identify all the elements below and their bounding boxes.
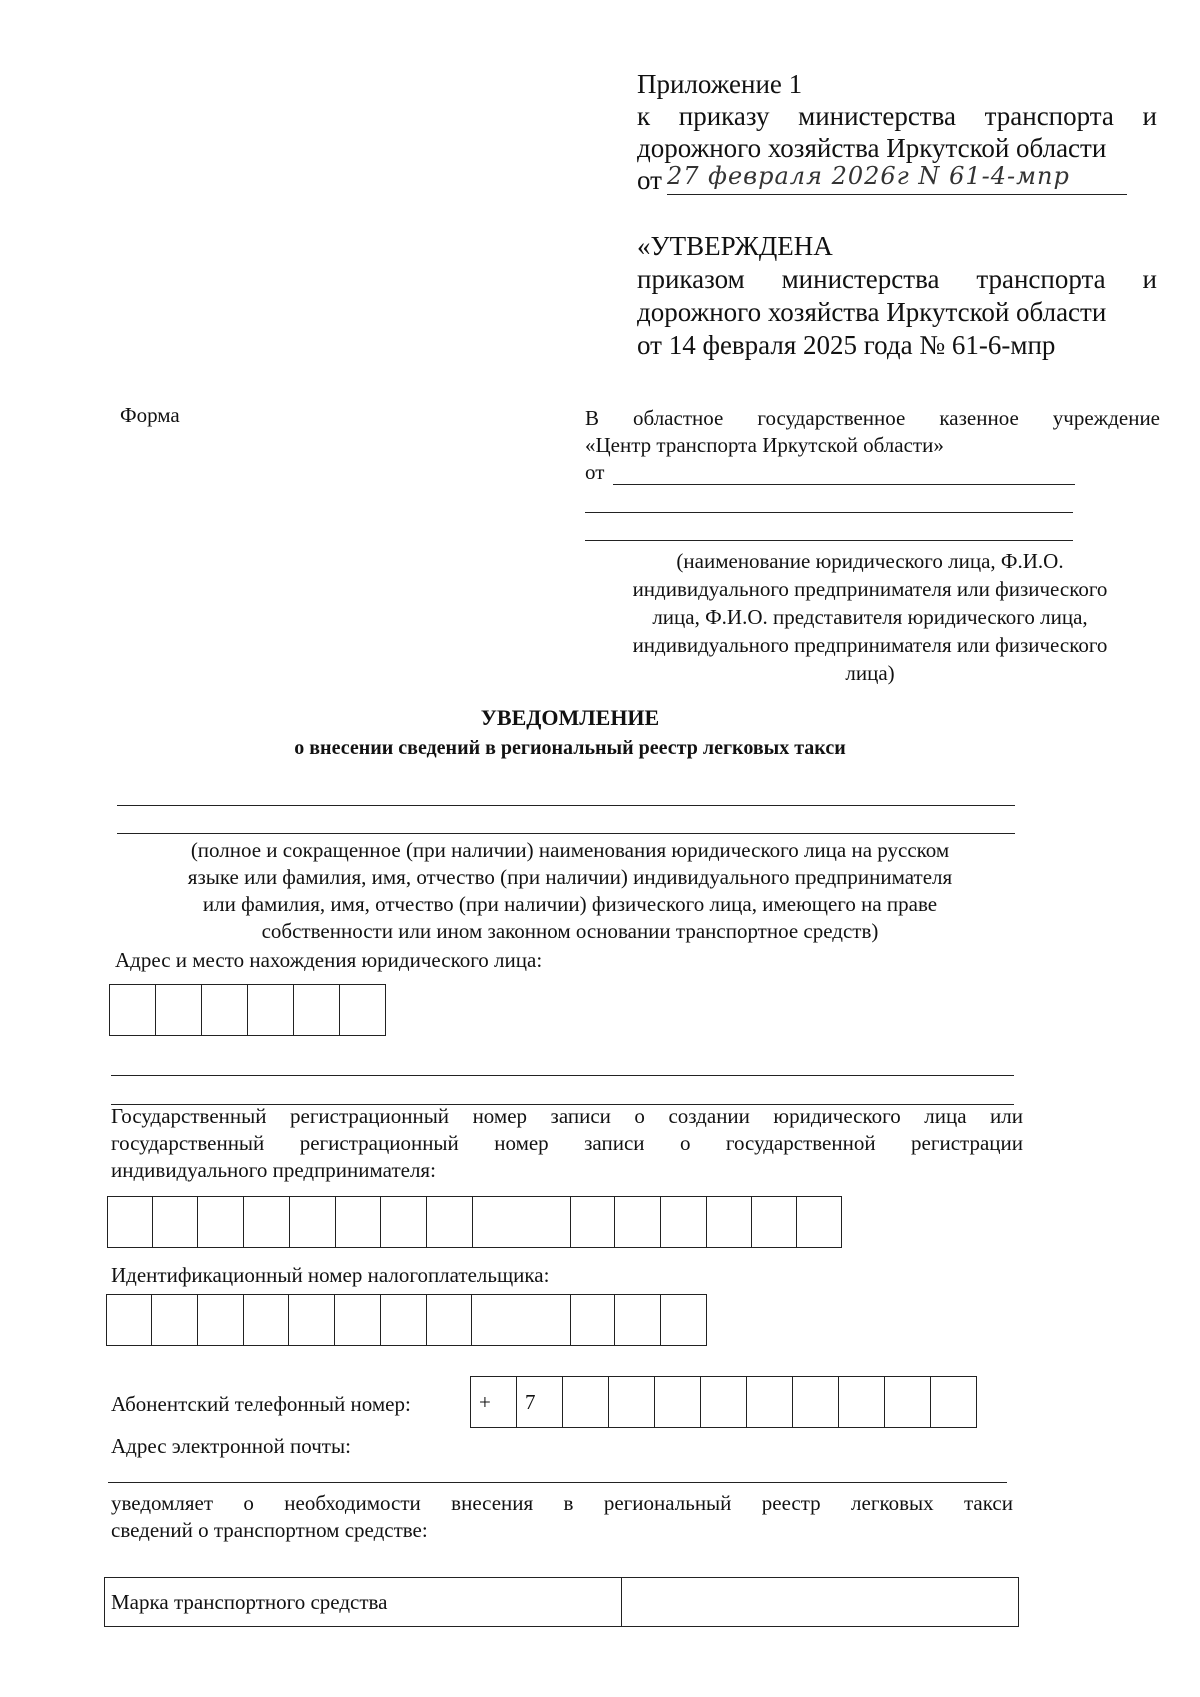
input-cell[interactable]	[655, 1377, 701, 1427]
input-cell[interactable]	[289, 1295, 335, 1345]
vehicle-table	[104, 1577, 1019, 1627]
input-cell[interactable]	[340, 985, 386, 1035]
input-cell[interactable]	[202, 985, 248, 1035]
phone-plus: +	[471, 1377, 517, 1427]
ogrn-label: Государственный регистрационный номер записи о создании юридического лица или государственный регистрационный номер записи о государственной регистрации индивидуального предпринимателя:	[111, 1104, 1023, 1182]
input-cell[interactable]	[885, 1377, 931, 1427]
input-cell[interactable]	[707, 1197, 752, 1247]
inn-label: Идентификационный номер налогоплательщика:	[111, 1263, 550, 1287]
input-cell[interactable]	[107, 1295, 152, 1345]
email-field-line[interactable]	[108, 1482, 1007, 1483]
addressee-line: «Центр транспорта Иркутской области»	[585, 433, 944, 457]
input-cell[interactable]	[615, 1295, 661, 1345]
input-cell[interactable]	[661, 1295, 707, 1345]
approved-line: дорожного хозяйства Иркутской области	[637, 297, 1107, 327]
approved-title: «УТВЕРЖДЕНА	[637, 231, 833, 261]
input-cell[interactable]	[153, 1197, 198, 1247]
input-cell[interactable]	[427, 1197, 473, 1247]
input-cell[interactable]	[931, 1377, 977, 1427]
input-cell[interactable]	[615, 1197, 661, 1247]
input-cell[interactable]	[747, 1377, 793, 1427]
vehicle-brand-label: Марка транспортного средства	[105, 1578, 622, 1626]
name-field-line	[117, 805, 1015, 806]
input-cell[interactable]	[156, 985, 202, 1035]
input-cell[interactable]	[427, 1295, 472, 1345]
name-caption: (полное и сокращенное (при наличии) наименования юридического лица на русском языке или фамилия, имя, отчество (при наличии) индивидуального предпринимателя или фамилия, имя, отчество (при наличии) физического лица, имеющего на праве собственности или ином законном основании транспортное средств)	[187, 838, 953, 943]
handwritten-date-number: 27 февраля 2026г N 61-4-мпр	[667, 162, 1070, 190]
date-prefix: от	[637, 165, 662, 195]
address-line	[111, 1075, 1014, 1076]
input-cell[interactable]	[797, 1197, 842, 1247]
input-cell[interactable]	[609, 1377, 655, 1427]
from-underline	[613, 484, 1075, 485]
input-cell[interactable]	[108, 1197, 153, 1247]
page-title: УВЕДОМЛЕНИЕ	[480, 705, 660, 730]
input-cell[interactable]	[336, 1197, 381, 1247]
approved-line: от 14 февраля 2025 года № 61-6-мпр	[637, 330, 1056, 360]
input-cell[interactable]	[335, 1295, 381, 1345]
vehicle-brand-value[interactable]	[622, 1578, 1018, 1626]
date-underline	[667, 194, 1127, 195]
phone-label: Абонентский телефонный номер:	[111, 1392, 411, 1416]
input-cell[interactable]	[472, 1295, 571, 1345]
input-cell[interactable]	[110, 985, 156, 1035]
address-label: Адрес и место нахождения юридического лица:	[115, 948, 543, 972]
input-cell[interactable]	[381, 1295, 427, 1345]
input-cell[interactable]	[571, 1197, 615, 1247]
input-cell[interactable]	[381, 1197, 427, 1247]
form-label: Форма	[120, 403, 180, 427]
appendix-block	[637, 68, 1157, 198]
approved-line: приказом министерства транспорта и	[637, 264, 1157, 294]
notify-text: уведомляет о необходимости внесения в региональный реестр легковых такси сведений о транспортном средстве:	[111, 1491, 1013, 1542]
input-cell[interactable]	[290, 1197, 336, 1247]
postcode-cells	[109, 984, 386, 1036]
phone-cells	[470, 1376, 977, 1428]
input-cell[interactable]	[294, 985, 340, 1035]
input-cell[interactable]	[839, 1377, 885, 1427]
addressee-caption: (наименование юридического лица, Ф.И.О. индивидуального предпринимателя или физического лица, Ф.И.О. представителя юридического лица, индивидуального предпринимателя или физического лица)	[632, 549, 1108, 685]
input-cell[interactable]	[752, 1197, 797, 1247]
from-label: от	[585, 460, 605, 484]
name-field-line	[117, 833, 1015, 834]
ogrn-cells	[107, 1196, 842, 1248]
input-cell[interactable]	[244, 1197, 290, 1247]
approved-block	[637, 230, 1157, 362]
addressee-block	[585, 405, 1160, 486]
input-cell[interactable]	[198, 1295, 244, 1345]
appendix-number: Приложение 1	[637, 69, 803, 99]
from-underline	[585, 540, 1073, 541]
input-cell[interactable]	[152, 1295, 198, 1345]
email-label: Адрес электронной почты:	[111, 1434, 351, 1458]
appendix-line: дорожного хозяйства Иркутской области	[637, 133, 1107, 163]
input-cell[interactable]	[563, 1377, 609, 1427]
input-cell[interactable]	[244, 1295, 289, 1345]
page-subtitle: о внесении сведений в региональный реестр легковых такси	[294, 737, 846, 759]
appendix-line: к приказу министерства транспорта и	[637, 101, 1157, 131]
input-cell[interactable]	[793, 1377, 839, 1427]
inn-cells	[106, 1294, 707, 1346]
phone-country-code: 7	[517, 1377, 563, 1427]
input-cell[interactable]	[248, 985, 294, 1035]
input-cell[interactable]	[661, 1197, 707, 1247]
input-cell[interactable]	[571, 1295, 615, 1345]
appendix-date-row	[637, 164, 1157, 198]
input-cell[interactable]	[701, 1377, 747, 1427]
addressee-line: В областное государственное казенное учреждение	[585, 406, 1160, 430]
from-underline	[585, 512, 1073, 513]
input-cell[interactable]	[198, 1197, 244, 1247]
input-cell[interactable]	[473, 1197, 571, 1247]
